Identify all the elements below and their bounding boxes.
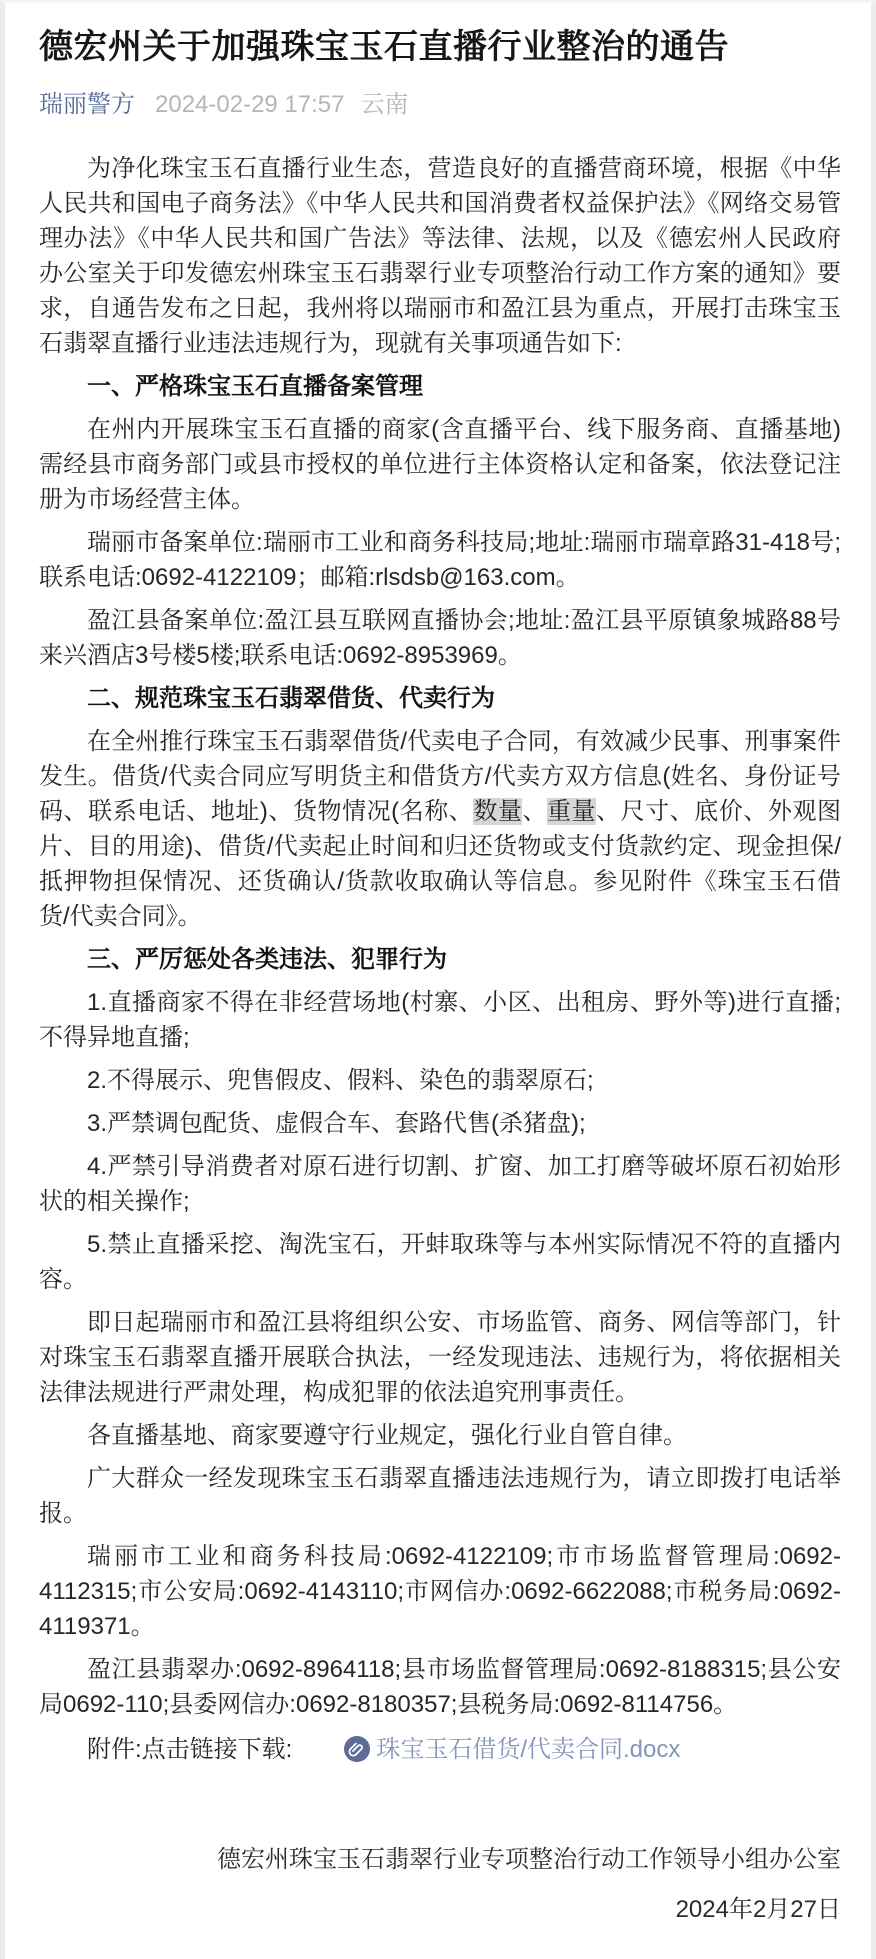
- section-heading: 一、严格珠宝玉石直播备案管理: [87, 372, 423, 400]
- link-circle-icon[interactable]: [296, 1732, 370, 1767]
- paragraph: 5.禁止直播采挖、淘洗宝石，开蚌取珠等与本州实际情况不符的直播内容。: [39, 1230, 841, 1293]
- article-footer: [39, 1841, 841, 1929]
- attachment-link[interactable]: 珠宝玉石借货/代卖合同.docx: [376, 1735, 681, 1763]
- paragraph: 即日起瑞丽市和盈江县将组织公安、市场监管、商务、网信等部门，针对珠宝玉石翡翠直播开展联合执法，一经发现违法、违规行为，将依据相关法律法规进行严肃处理，构成犯罪的依法追究刑事责任。: [39, 1308, 841, 1406]
- paragraph: 瑞丽市工业和商务科技局:0692-4122109;市市场监督管理局:0692-4112315;市公安局:0692-4143110;市网信办:0692-6622088;市税务局:0692-4119371。: [39, 1542, 841, 1640]
- paragraph: 盈江县翡翠办:0692-8964118;县市场监督管理局:0692-8188315;县公安局0692-110;县委网信办:0692-8180357;县税务局:0692-8114756。: [39, 1655, 841, 1718]
- footer-date: 2024年2月27日: [675, 1895, 841, 1923]
- section-heading: 二、规范珠宝玉石翡翠借货、代卖行为: [87, 684, 495, 712]
- paragraph: 在全州推行珠宝玉石翡翠借货/代卖电子合同，有效减少民事、刑事案件发生。借货/代卖合同应写明货主和借货方/代卖方双方信息(姓名、身份证号码、联系电话、地址)、货物情况(名称、数量、重量、尺寸、底价、外观图片、目的用途)、借货/代卖起止时间和归还货物或支付货款约定、现金担保/抵押物担保情况、还货确认/货款收取确认等信息。参见附件《珠宝玉石借货/代卖合同》。: [39, 727, 842, 930]
- paragraph: 各直播基地、商家要遵守行业规定，强化行业自管自律。: [87, 1421, 687, 1449]
- paragraph: 在州内开展珠宝玉石直播的商家(含直播平台、线下服务商、直播基地)需经县市商务部门或县市授权的单位进行主体资格认定和备案，依法登记注册为市场经营主体。: [39, 415, 841, 513]
- paragraph: 瑞丽市备案单位:瑞丽市工业和商务科技局;地址:瑞丽市瑞章路31-418号;联系电话:0692-4122109；邮箱:rlsdsb@163.com。: [39, 528, 841, 591]
- paragraph: 4.严禁引导消费者对原石进行切割、扩窗、加工打磨等破坏原石初始形状的相关操作;: [39, 1152, 841, 1215]
- byline: [39, 84, 841, 119]
- attachment-line: [39, 1732, 841, 1767]
- footer-org: 德宏州珠宝玉石翡翠行业专项整治行动工作领导小组办公室: [217, 1845, 841, 1873]
- article-body: [39, 151, 841, 1722]
- highlighted-text: 数量: [473, 797, 523, 825]
- paragraph: 3.严禁调包配货、虚假合车、套路代售(杀猪盘);: [87, 1109, 586, 1137]
- paragraph: 盈江县备案单位:盈江县互联网直播协会;地址:盈江县平原镇象城路88号来兴酒店3号楼5楼;联系电话:0692-8953969。: [39, 606, 841, 669]
- paragraph: 1.直播商家不得在非经营场地(村寨、小区、出租房、野外等)进行直播;不得异地直播;: [39, 988, 841, 1051]
- highlighted-text: 重量: [547, 797, 597, 825]
- paragraph: 为净化珠宝玉石直播行业生态，营造良好的直播营商环境，根据《中华人民共和国电子商务法》《中华人民共和国消费者权益保护法》《网络交易管理办法》《中华人民共和国广告法》等法律、法规，以及《德宏州人民政府办公室关于印发德宏州珠宝玉石翡翠行业专项整治行动工作方案的通知》要求，自通告发布之日起，我州将以瑞丽市和盈江县为重点，开展打击珠宝玉石翡翠直播行业违法违规行为，现就有关事项通告如下:: [39, 154, 841, 357]
- publish-datetime: 2024-02-29 17:57: [155, 90, 345, 118]
- author-link[interactable]: 瑞丽警方: [39, 90, 135, 118]
- attachment-label: 附件:点击链接下载:: [87, 1735, 293, 1763]
- paragraph: 广大群众一经发现珠宝玉石翡翠直播违法违规行为，请立即拨打电话举报。: [39, 1464, 841, 1527]
- paragraph: 2.不得展示、兜售假皮、假料、染色的翡翠原石;: [87, 1066, 594, 1094]
- article-title: 德宏州关于加强珠宝玉石直播行业整治的通告: [39, 28, 729, 66]
- section-heading: 三、严厉惩处各类违法、犯罪行为: [87, 945, 447, 973]
- publish-location: 云南: [360, 90, 409, 118]
